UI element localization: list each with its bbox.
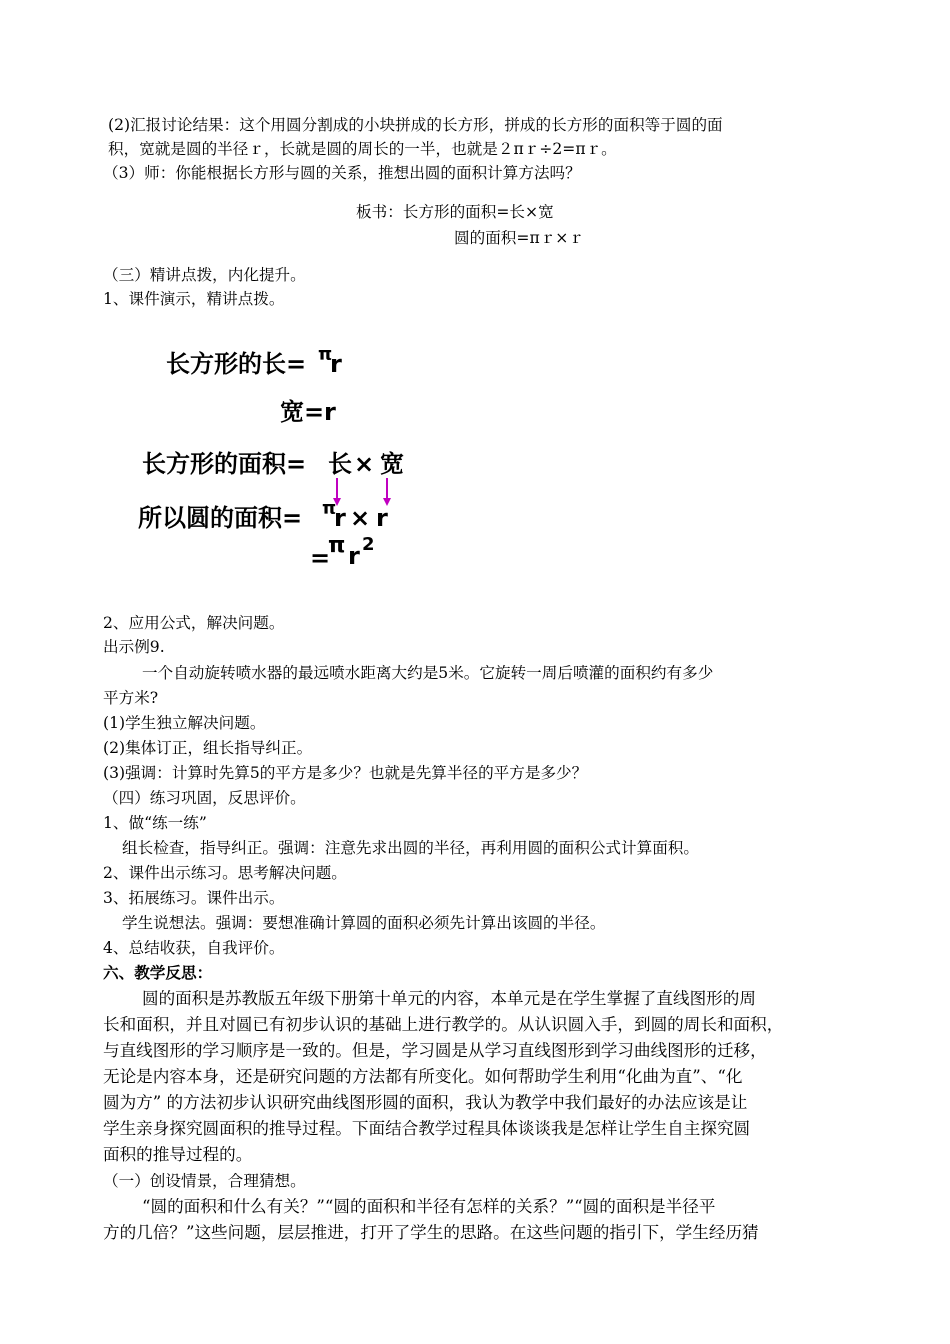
board-writing-rectangle: 板书：长方形的面积=长×宽 — [356, 203, 554, 221]
exercise-one: 1、做“练一练” — [103, 814, 207, 832]
figure-length-word: 长 — [328, 450, 352, 478]
figure-circle-area-label: 所以圆的面积= — [138, 504, 303, 532]
reflection-line7: 面积的推导过程的。 — [103, 1145, 253, 1164]
figure-rect-length-label: 长方形的长= — [166, 350, 307, 378]
figure-pi-symbol: π — [318, 344, 333, 365]
figure-pi-symbol: π — [322, 498, 337, 519]
paragraph-report-line2: 积，宽就是圆的半径ｒ，长就是圆的周长的一半，也就是２πｒ÷2=πｒ。 — [108, 140, 617, 158]
reflection-line6: 学生亲身探究圆面积的推导过程。下面结合教学过程具体谈谈我是怎样让学生自主探究圆 — [103, 1119, 751, 1138]
figure-times-symbol: × — [350, 504, 371, 532]
figure-rect-width-label: 宽= — [280, 398, 325, 426]
exercise-three: 3、拓展练习。课件出示。 — [103, 889, 285, 907]
figure-equals-sign: = — [310, 544, 331, 572]
item-one: 1、课件演示，精讲点拨。 — [103, 290, 285, 308]
figure-radius-symbol: r — [348, 542, 360, 570]
question-line1: “圆的面积和什么有关？”“圆的面积和半径有怎样的关系？”“圆的面积是半径平 — [142, 1197, 716, 1216]
area-derivation-figure — [130, 330, 450, 580]
figure-rect-area-label: 长方形的面积= — [142, 450, 307, 478]
step-one: (1)学生独立解决问题。 — [103, 714, 266, 732]
step-two: (2)集体订正，组长指导纠正。 — [103, 739, 313, 757]
exercise-two: 2、课件出示练习。思考解决问题。 — [103, 864, 347, 882]
figure-times-symbol: × — [354, 450, 375, 478]
figure-width-word: 宽 — [380, 450, 404, 478]
figure-radius-symbol: r — [330, 350, 342, 378]
figure-radius-symbol: r — [376, 504, 388, 532]
reflection-line4: 无论是内容本身，还是研究问题的方法都有所变化。如何帮助学生利用“化曲为直”、“化 — [103, 1067, 743, 1086]
exercise-four: 4、总结收获，自我评价。 — [103, 939, 285, 957]
section-three-heading: （三）精讲点拨，内化提升。 — [103, 266, 306, 284]
paragraph-teacher-question: （3）师：你能根据长方形与圆的关系，推想出圆的面积计算方法吗？ — [103, 164, 581, 182]
figure-radius-symbol: r — [334, 504, 346, 532]
problem-text-line2: 平方米? — [103, 689, 159, 707]
exercise-one-detail: 组长检查，指导纠正。强调：注意先求出圆的半径，再利用圆的面积公式计算面积。 — [122, 839, 699, 857]
example-label: 出示例9. — [103, 638, 165, 656]
question-line2: 方的几倍？”这些问题，层层推进，打开了学生的思路。在这些问题的指引下，学生经历猜 — [103, 1223, 759, 1242]
reflection-line1: 圆的面积是苏教版五年级下册第十单元的内容，本单元是在学生掌握了直线图形的周 — [142, 989, 756, 1008]
step-three: (3)强调：计算时先算5的平方是多少？也就是先算半径的平方是多少？ — [103, 764, 588, 782]
figure-radius-symbol: r — [324, 398, 336, 426]
figure-pi-symbol: π — [328, 533, 346, 558]
reflection-line3: 与直线图形的学习顺序是一致的。但是，学习圆是从学习直线图形到学习曲线图形的迁移， — [103, 1041, 767, 1060]
section-four-heading: （四）练习巩固，反思评价。 — [103, 789, 306, 807]
item-two: 2、应用公式，解决问题。 — [103, 614, 285, 632]
paragraph-report-line1: (2)汇报讨论结果：这个用圆分割成的小块拼成的长方形，拼成的长方形的面积等于圆的面 — [108, 116, 723, 134]
figure-exponent: 2 — [362, 534, 375, 555]
reflection-heading: 六、教学反思： — [103, 964, 213, 982]
board-writing-circle: 圆的面积=πｒ×ｒ — [454, 229, 584, 247]
exercise-three-detail: 学生说想法。强调：要想准确计算圆的面积必须先计算出该圆的半径。 — [122, 914, 606, 932]
problem-text-line1: 一个自动旋转喷水器的最远喷水距离大约是5米。它旋转一周后喷灌的面积约有多少 — [142, 664, 714, 682]
reflection-line2: 长和面积，并且对圆已有初步认识的基础上进行教学的。从认识圆入手，到圆的周长和面积， — [103, 1015, 784, 1034]
section-one-heading: （一）创设情景，合理猜想。 — [103, 1172, 306, 1190]
reflection-line5: 圆为方” 的方法初步认识研究曲线图形圆的面积，我认为教学中我们最好的办法应该是让 — [103, 1093, 748, 1112]
